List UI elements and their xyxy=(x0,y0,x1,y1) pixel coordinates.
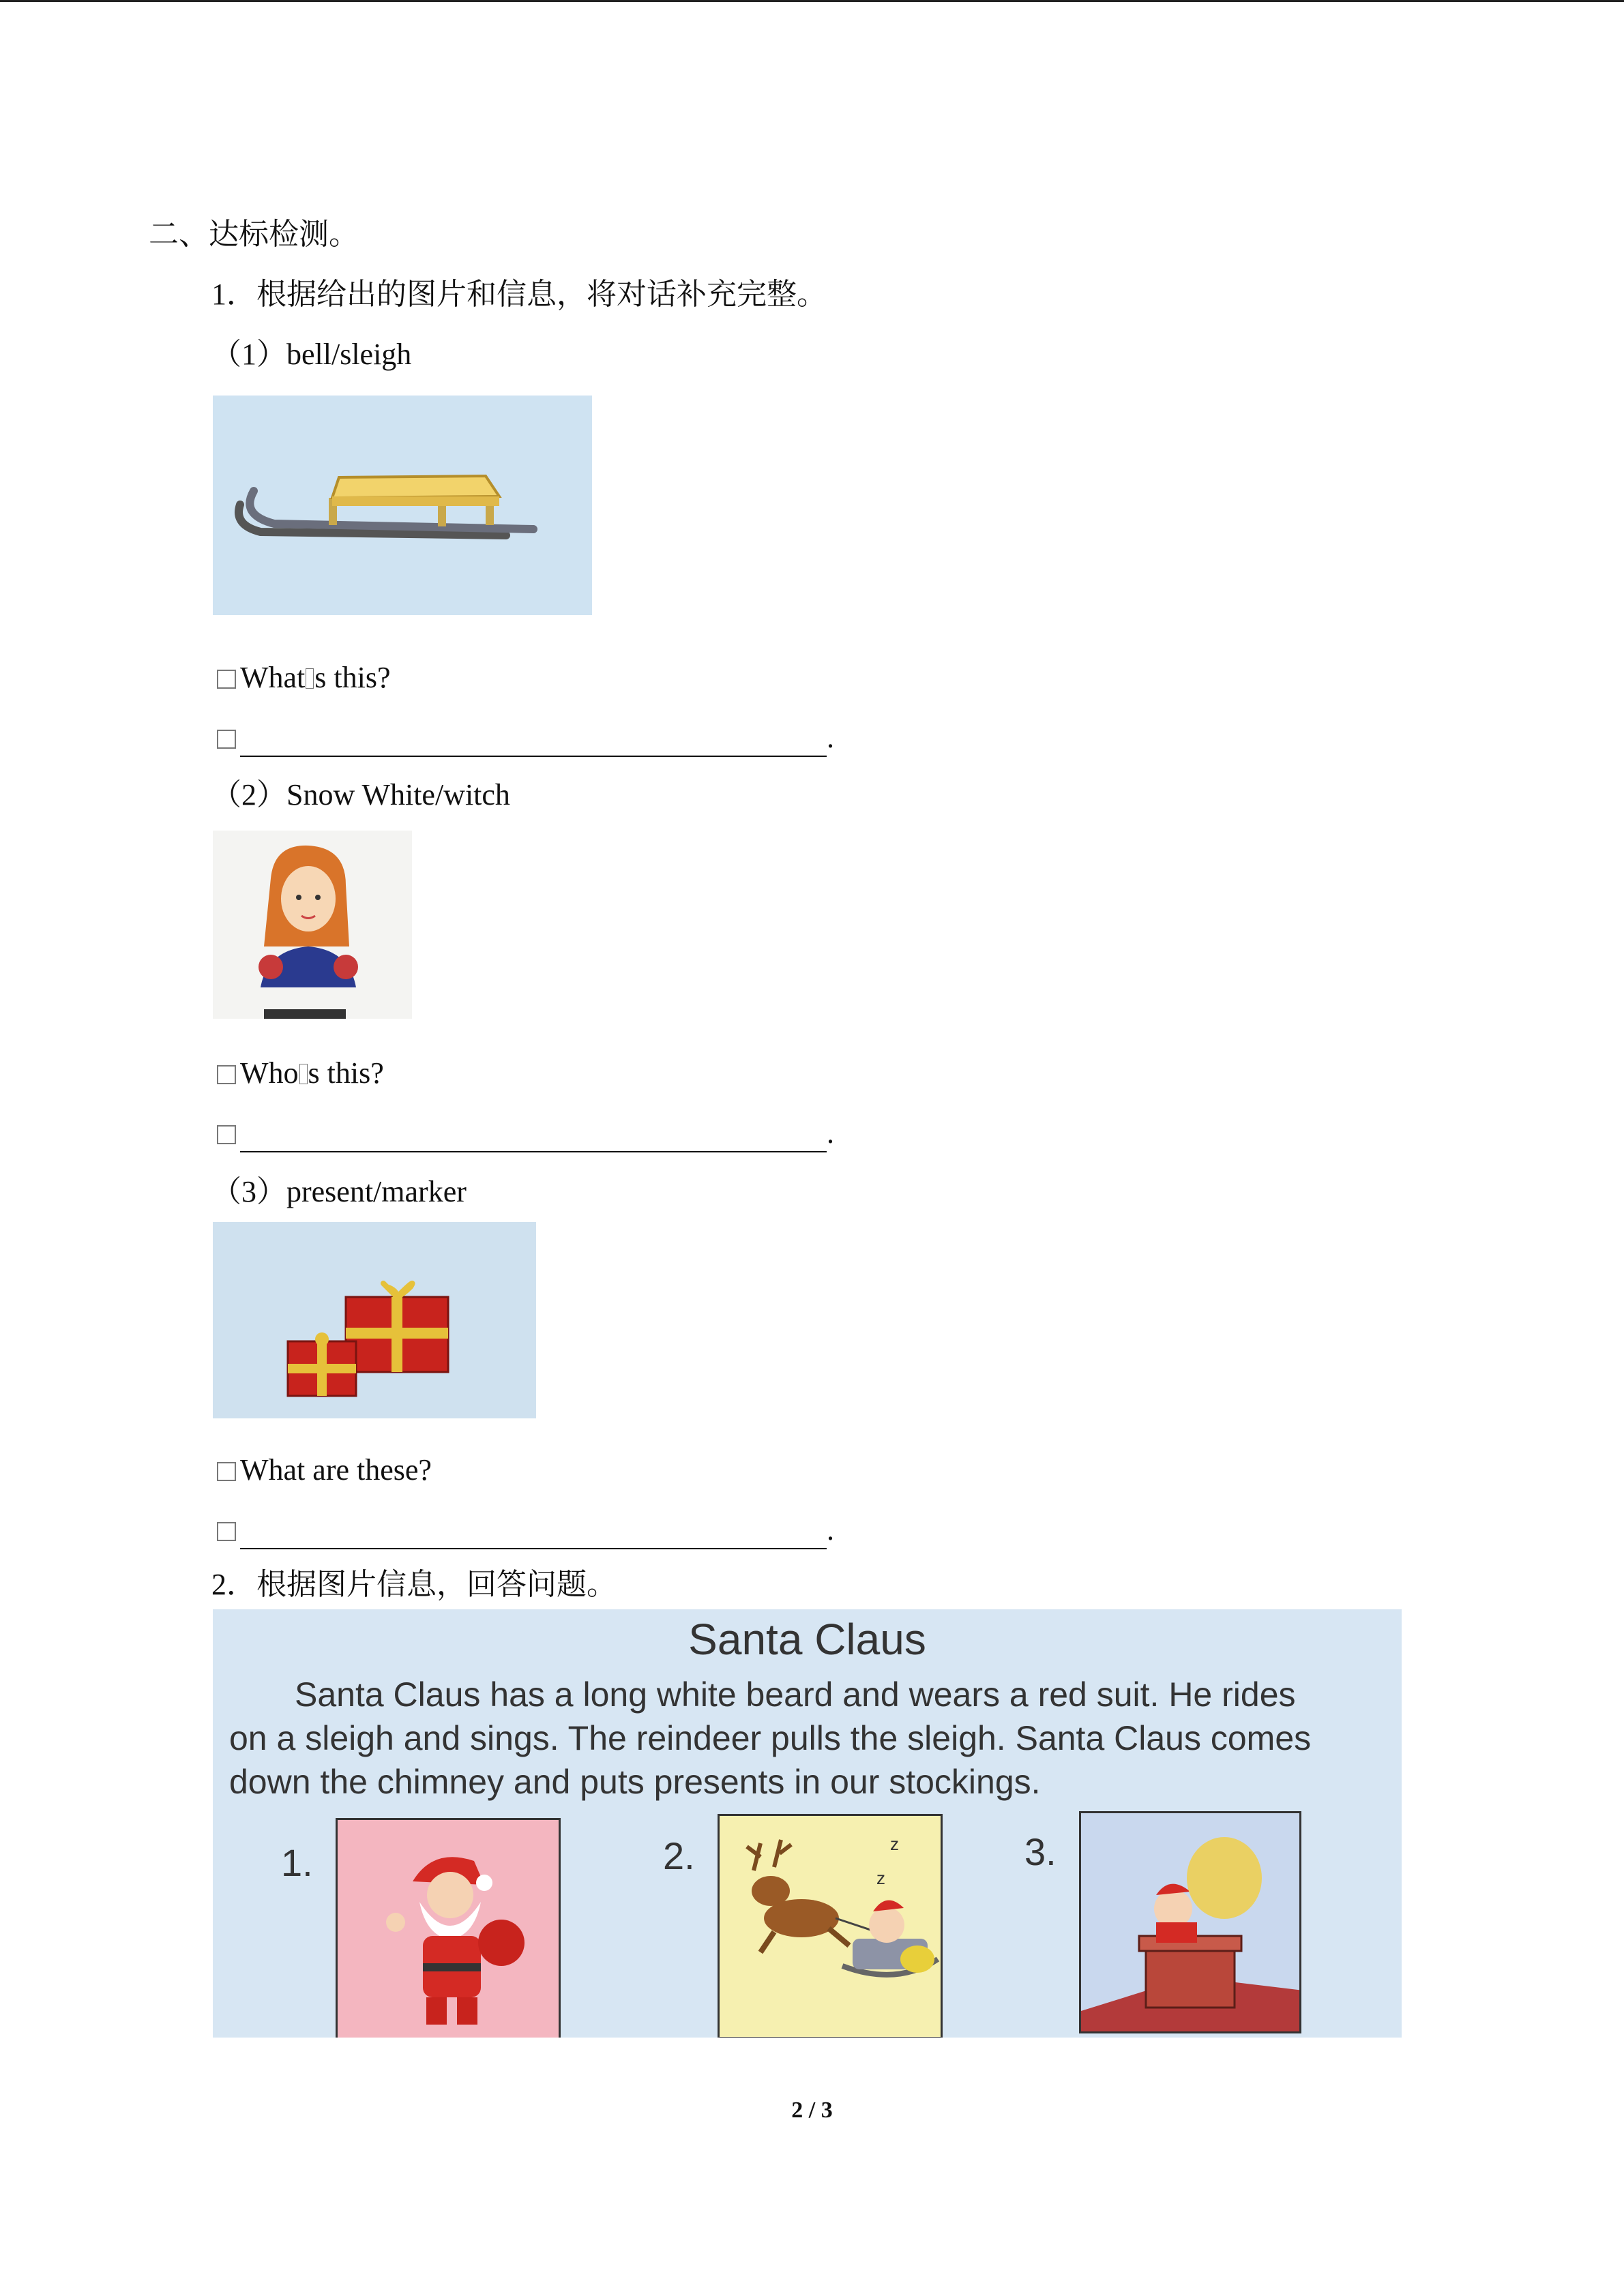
story-title: Santa Claus xyxy=(688,1615,926,1664)
answer-blank[interactable] xyxy=(240,1518,827,1549)
speaker-box xyxy=(217,730,236,749)
item2-question: Who s this? xyxy=(217,1054,384,1092)
panel-number: 2. xyxy=(663,1834,695,1877)
top-border xyxy=(0,0,1624,2)
story-line: on a sleigh and sings. The reindeer pulls the sleigh. Santa Claus comes xyxy=(229,1719,1312,1757)
speaker-box xyxy=(217,1125,236,1144)
santa-waving-panel xyxy=(336,1818,561,2038)
item3-label: （3）present/marker xyxy=(211,1175,467,1208)
speaker-box xyxy=(217,670,236,689)
presents-image xyxy=(213,1222,536,1418)
answer-blank[interactable] xyxy=(240,1121,827,1152)
task1-instruction: 1．根据给出的图片和信息，将对话补充完整。 xyxy=(211,278,827,311)
speaker-box xyxy=(217,1462,236,1481)
item2-label: （2）Snow White/witch xyxy=(211,778,510,811)
sleigh-image xyxy=(213,396,592,615)
item1-label: （1）bell/sleigh xyxy=(211,338,412,371)
svg-text:z: z xyxy=(890,1834,899,1854)
page-number: 2 / 3 xyxy=(791,2098,833,2123)
speaker-box xyxy=(217,1522,236,1541)
story-line: Santa Claus has a long white beard and wears a red suit. He rides xyxy=(295,1675,1296,1714)
apostrophe-glyph xyxy=(299,1064,308,1084)
story-line: down the chimney and puts presents in our stockings. xyxy=(229,1763,1041,1801)
reindeer-sleigh-panel xyxy=(718,1814,943,2038)
snow-white-image xyxy=(213,831,412,1019)
panel-number: 3. xyxy=(1024,1830,1057,1873)
section-heading: 二、达标检测。 xyxy=(149,218,359,251)
item1-answer: . xyxy=(217,719,834,757)
santa-chimney-panel xyxy=(1079,1811,1301,2033)
item1-question: What s this? xyxy=(217,659,391,697)
speaker-box xyxy=(217,1065,236,1084)
task2-instruction: 2．根据图片信息，回答问题。 xyxy=(211,1568,617,1601)
item3-answer: . xyxy=(217,1511,834,1549)
svg-text:z: z xyxy=(876,1868,885,1888)
panel-number: 1. xyxy=(281,1841,313,1884)
santa-story-card xyxy=(213,1609,1402,2038)
item2-answer: . xyxy=(217,1114,834,1152)
answer-blank[interactable] xyxy=(240,726,827,757)
item3-question: What are these? xyxy=(217,1451,432,1489)
apostrophe-glyph xyxy=(306,668,314,689)
